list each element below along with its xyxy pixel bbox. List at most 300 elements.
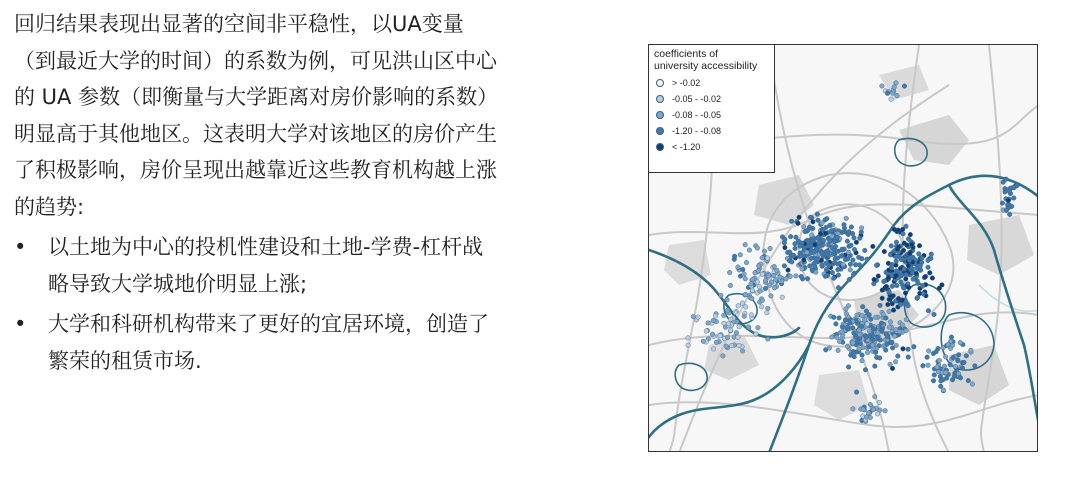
sample-point <box>944 370 949 375</box>
sample-point <box>789 219 794 224</box>
sample-point <box>865 257 870 262</box>
sample-point <box>783 245 788 250</box>
sample-point <box>740 301 745 306</box>
sample-point <box>943 355 948 360</box>
sample-point <box>831 276 836 281</box>
sample-point <box>851 258 856 263</box>
sample-point <box>938 384 943 389</box>
sample-point <box>883 348 888 353</box>
sample-point <box>686 336 691 341</box>
sample-point <box>904 272 909 277</box>
sample-point <box>807 264 812 269</box>
sample-point <box>944 376 949 381</box>
sample-point <box>815 212 820 217</box>
sample-point <box>820 221 825 226</box>
sample-point <box>916 281 921 286</box>
sample-point <box>891 308 896 313</box>
legend-title-line: university accessibility <box>654 60 758 72</box>
sample-point <box>852 236 857 241</box>
sample-point <box>796 221 801 226</box>
sample-point <box>940 283 945 288</box>
sample-point <box>809 233 814 238</box>
bullet-mark: • <box>14 235 27 259</box>
sample-point <box>921 363 926 368</box>
sample-point <box>830 234 835 239</box>
sample-point <box>765 256 770 261</box>
sample-point <box>899 257 904 262</box>
sample-point <box>783 237 788 242</box>
sample-point <box>765 310 770 315</box>
sample-point <box>835 335 840 340</box>
sample-point <box>907 258 912 263</box>
sample-point <box>915 295 920 300</box>
sample-point <box>820 263 825 268</box>
sample-point <box>873 315 878 320</box>
sample-point <box>836 348 841 353</box>
sample-point <box>849 225 854 230</box>
sample-point <box>964 354 969 359</box>
sample-point <box>860 304 865 309</box>
sample-point <box>875 335 880 340</box>
sample-point <box>766 274 771 279</box>
sample-point <box>877 400 882 405</box>
sample-point <box>892 85 897 90</box>
sample-point <box>928 271 933 276</box>
sample-point <box>809 256 814 261</box>
sample-point <box>840 325 845 330</box>
sample-point <box>884 284 889 289</box>
sample-point <box>854 240 859 245</box>
sample-point <box>882 279 887 284</box>
sample-point <box>1006 198 1011 203</box>
sample-point <box>872 277 877 282</box>
sample-point <box>830 270 835 275</box>
sample-point <box>800 267 805 272</box>
sample-point <box>912 344 917 349</box>
legend-label: < -1.20 <box>672 142 701 152</box>
bullet-line: 大学和科研机构带来了更好的宜居环境，创造了 <box>48 312 489 336</box>
sample-point <box>821 238 826 243</box>
sample-point <box>780 279 785 284</box>
sample-point <box>939 379 944 384</box>
sample-point <box>756 268 761 273</box>
sample-point <box>958 340 963 345</box>
sample-point <box>801 224 806 229</box>
sample-point <box>843 318 848 323</box>
sample-point <box>907 285 912 290</box>
sample-point <box>818 231 823 236</box>
sample-point <box>686 343 691 348</box>
sample-point <box>772 286 777 291</box>
sample-point <box>805 276 810 281</box>
sample-point <box>848 262 853 267</box>
sample-point <box>760 256 765 261</box>
sample-point <box>691 314 696 319</box>
sample-point <box>836 267 841 272</box>
sample-point <box>742 272 747 277</box>
sample-point <box>901 232 906 237</box>
sample-point <box>816 236 821 241</box>
sample-point <box>864 335 869 340</box>
sample-point <box>772 273 777 278</box>
sample-point <box>742 314 747 319</box>
sample-point <box>875 412 880 417</box>
sample-point <box>802 246 807 251</box>
sample-point <box>750 296 755 301</box>
sample-point <box>871 337 876 342</box>
sample-point <box>772 264 777 269</box>
sample-point <box>902 84 907 89</box>
sample-point <box>858 332 863 337</box>
sample-point <box>894 254 899 259</box>
map-legend <box>649 45 775 173</box>
sample-point <box>899 280 904 285</box>
bullet-line: 繁荣的租赁市场. <box>48 348 202 373</box>
sample-point <box>849 243 854 248</box>
sample-point <box>1007 212 1012 217</box>
sample-point <box>825 216 830 221</box>
bullet-item <box>14 229 604 302</box>
sample-point <box>904 224 909 229</box>
sample-point <box>851 341 856 346</box>
sample-point <box>949 335 954 340</box>
sample-point <box>851 326 856 331</box>
sample-point <box>750 277 755 282</box>
sample-point <box>696 315 701 320</box>
sample-point <box>900 298 905 303</box>
sample-point <box>826 254 831 259</box>
sample-point <box>848 353 853 358</box>
sample-point <box>926 308 931 313</box>
sample-point <box>902 241 907 246</box>
sample-point <box>782 264 787 269</box>
sample-point <box>934 349 939 354</box>
sample-point <box>737 343 742 348</box>
sample-point <box>827 223 832 228</box>
sample-point <box>718 334 723 339</box>
legend-item <box>656 75 769 91</box>
sample-point <box>863 248 868 253</box>
sample-point <box>763 278 768 283</box>
sample-point <box>962 360 967 365</box>
sample-point <box>901 286 906 291</box>
map-figure <box>648 44 1038 452</box>
sample-point <box>755 246 760 251</box>
sample-point <box>890 284 895 289</box>
legend-item <box>656 91 769 107</box>
sample-point <box>918 264 923 269</box>
sample-point <box>876 331 881 336</box>
bullet-item <box>14 306 604 379</box>
sample-point <box>728 283 733 288</box>
sample-point <box>966 378 971 383</box>
legend-title-line: coefficients of <box>654 48 719 60</box>
sample-point <box>847 229 852 234</box>
sample-point <box>734 330 739 335</box>
sample-point <box>932 373 937 378</box>
sample-point <box>816 240 821 245</box>
sample-point <box>865 322 870 327</box>
sample-point <box>725 335 730 340</box>
sample-point <box>859 226 864 231</box>
sample-point <box>788 234 793 239</box>
sample-point <box>901 248 906 253</box>
legend-item <box>656 139 769 155</box>
sample-point <box>759 305 764 310</box>
sample-point <box>762 249 767 254</box>
sample-point <box>714 340 719 345</box>
sample-point <box>896 354 901 359</box>
sample-point <box>737 324 742 329</box>
paragraph-line: 的趋势: <box>14 194 85 219</box>
sample-point <box>951 355 956 360</box>
paragraph-line: 了积极影响，房价呈现出越靠近这些教育机构越上涨 <box>14 158 497 182</box>
sample-point <box>889 265 894 270</box>
sample-point <box>861 407 866 412</box>
sample-point <box>871 244 876 249</box>
sample-point <box>837 316 842 321</box>
sample-point <box>969 348 974 353</box>
sample-point <box>810 268 815 273</box>
sample-point <box>744 260 749 265</box>
sample-point <box>1004 177 1009 182</box>
sample-point <box>733 310 738 315</box>
sample-point <box>1005 202 1010 207</box>
sample-point <box>890 301 895 306</box>
sample-point <box>794 274 799 279</box>
sample-point <box>1015 183 1020 188</box>
sample-point <box>754 332 759 337</box>
sample-point <box>725 308 730 313</box>
sample-point <box>956 353 961 358</box>
sample-point <box>889 340 894 345</box>
sample-point <box>746 325 751 330</box>
sample-point <box>855 313 860 318</box>
sample-point <box>870 343 875 348</box>
sample-point <box>824 267 829 272</box>
sample-point <box>956 371 961 376</box>
sample-point <box>788 274 793 279</box>
sample-point <box>860 358 865 363</box>
sample-point <box>895 283 900 288</box>
sample-point <box>938 374 943 379</box>
sample-point <box>831 251 836 256</box>
sample-point <box>837 339 842 344</box>
sample-point <box>898 302 903 307</box>
sample-point <box>883 408 888 413</box>
legend-label: -0.08 - -0.05 <box>672 110 722 120</box>
sample-point <box>857 263 862 268</box>
sample-point <box>906 355 911 360</box>
sample-point <box>1012 196 1017 201</box>
sample-point <box>895 93 900 98</box>
sample-point <box>869 317 874 322</box>
sample-point <box>901 347 906 352</box>
sample-point <box>808 215 813 220</box>
sample-point <box>923 275 928 280</box>
sample-point <box>866 411 871 416</box>
sample-point <box>796 239 801 244</box>
sample-point <box>886 302 891 307</box>
sample-point <box>832 260 837 265</box>
legend-swatch <box>656 143 664 151</box>
sample-point <box>935 365 940 370</box>
sample-point <box>722 313 727 318</box>
sample-point <box>896 228 901 233</box>
sample-point <box>757 284 762 289</box>
sample-point <box>914 271 919 276</box>
sample-point <box>799 274 804 279</box>
sample-point <box>719 293 724 298</box>
sample-point <box>743 305 748 310</box>
sample-point <box>823 231 828 236</box>
sample-point <box>896 245 901 250</box>
sample-point <box>833 239 838 244</box>
sample-point <box>970 382 975 387</box>
sample-point <box>839 254 844 259</box>
sample-point <box>844 311 849 316</box>
sample-point <box>953 364 958 369</box>
sample-point <box>756 325 761 330</box>
bullet-list <box>14 229 604 379</box>
sample-point <box>926 349 931 354</box>
sample-point <box>887 325 892 330</box>
text-column <box>14 6 604 383</box>
sample-point <box>766 306 771 311</box>
sample-point <box>874 263 879 268</box>
sample-point <box>835 235 840 240</box>
sample-point <box>845 325 850 330</box>
sample-point <box>806 240 811 245</box>
sample-point <box>846 365 851 370</box>
sample-point <box>830 335 835 340</box>
sample-point <box>845 239 850 244</box>
paragraph-line: （到最近大学的时间）的系数为例，可见洪山区中心 <box>14 48 497 73</box>
sample-point <box>732 254 737 259</box>
sample-point <box>802 258 807 263</box>
sample-point <box>736 335 741 340</box>
sample-point <box>749 282 754 287</box>
sample-point <box>877 356 882 361</box>
sample-point <box>925 355 930 360</box>
sample-point <box>889 244 894 249</box>
sample-point <box>740 349 745 354</box>
sample-point <box>876 274 881 279</box>
sample-point <box>859 230 864 235</box>
sample-point <box>848 321 853 326</box>
sample-point <box>948 362 953 367</box>
sample-point <box>1000 201 1005 206</box>
sample-point <box>792 253 797 258</box>
sample-point <box>864 309 869 314</box>
sample-point <box>841 262 846 267</box>
paragraph <box>14 6 604 225</box>
sample-point <box>836 273 841 278</box>
paragraph-line: 明显高于其他地区。这表明大学对该地区的房价产生 <box>14 121 497 146</box>
sample-point <box>728 317 733 322</box>
sample-point <box>844 216 849 221</box>
sample-point <box>908 232 913 237</box>
sample-point <box>844 307 849 312</box>
sample-point <box>834 322 839 327</box>
sample-point <box>946 342 951 347</box>
sample-point <box>906 263 911 268</box>
sample-point <box>816 218 821 223</box>
sample-point <box>958 376 963 381</box>
sample-point <box>904 277 909 282</box>
sample-point <box>904 328 909 333</box>
legend-item <box>656 107 769 123</box>
sample-point <box>926 258 931 263</box>
sample-point <box>741 267 746 272</box>
legend-swatch <box>656 95 664 103</box>
sample-point <box>907 251 912 256</box>
sample-point <box>860 313 865 318</box>
sample-point <box>879 321 884 326</box>
legend-swatch <box>656 111 664 119</box>
sample-point <box>960 366 965 371</box>
sample-point <box>890 366 895 371</box>
sample-point <box>790 260 795 265</box>
sample-point <box>920 256 925 261</box>
sample-point <box>797 215 802 220</box>
sample-point <box>780 295 785 300</box>
sample-point <box>848 268 853 273</box>
sample-point <box>918 268 923 273</box>
sample-point <box>910 242 915 247</box>
sample-point <box>973 364 978 369</box>
sample-point <box>713 314 718 319</box>
legend-swatch <box>656 127 664 135</box>
sample-point <box>743 242 748 247</box>
sample-point <box>852 247 857 252</box>
sample-point <box>811 220 816 225</box>
sample-point <box>880 296 885 301</box>
sample-point <box>898 270 903 275</box>
sample-point <box>724 344 729 349</box>
sample-point <box>847 277 852 282</box>
sample-point <box>756 264 761 269</box>
sample-point <box>950 378 955 383</box>
sample-point <box>843 257 848 262</box>
sample-point <box>840 247 845 252</box>
sample-point <box>820 251 825 256</box>
sample-point <box>743 292 748 297</box>
bullet-mark: • <box>14 312 27 336</box>
sample-point <box>760 272 765 277</box>
sample-point <box>736 304 741 309</box>
sample-point <box>920 284 925 289</box>
sample-point <box>873 364 878 369</box>
sample-point <box>884 332 889 337</box>
sample-point <box>893 360 898 365</box>
sample-point <box>842 222 847 227</box>
sample-point <box>799 253 804 258</box>
sample-point <box>894 327 899 332</box>
sample-point <box>787 250 792 255</box>
sample-point <box>706 321 711 326</box>
sample-point <box>873 350 878 355</box>
sample-point <box>851 407 856 412</box>
sample-point <box>767 283 772 288</box>
sample-point <box>833 244 838 249</box>
sample-point <box>904 317 909 322</box>
sample-point <box>894 274 899 279</box>
sample-point <box>728 328 733 333</box>
legend-label: -1.20 - -0.08 <box>672 126 722 136</box>
sample-point <box>836 285 841 290</box>
sample-point <box>1007 189 1012 194</box>
